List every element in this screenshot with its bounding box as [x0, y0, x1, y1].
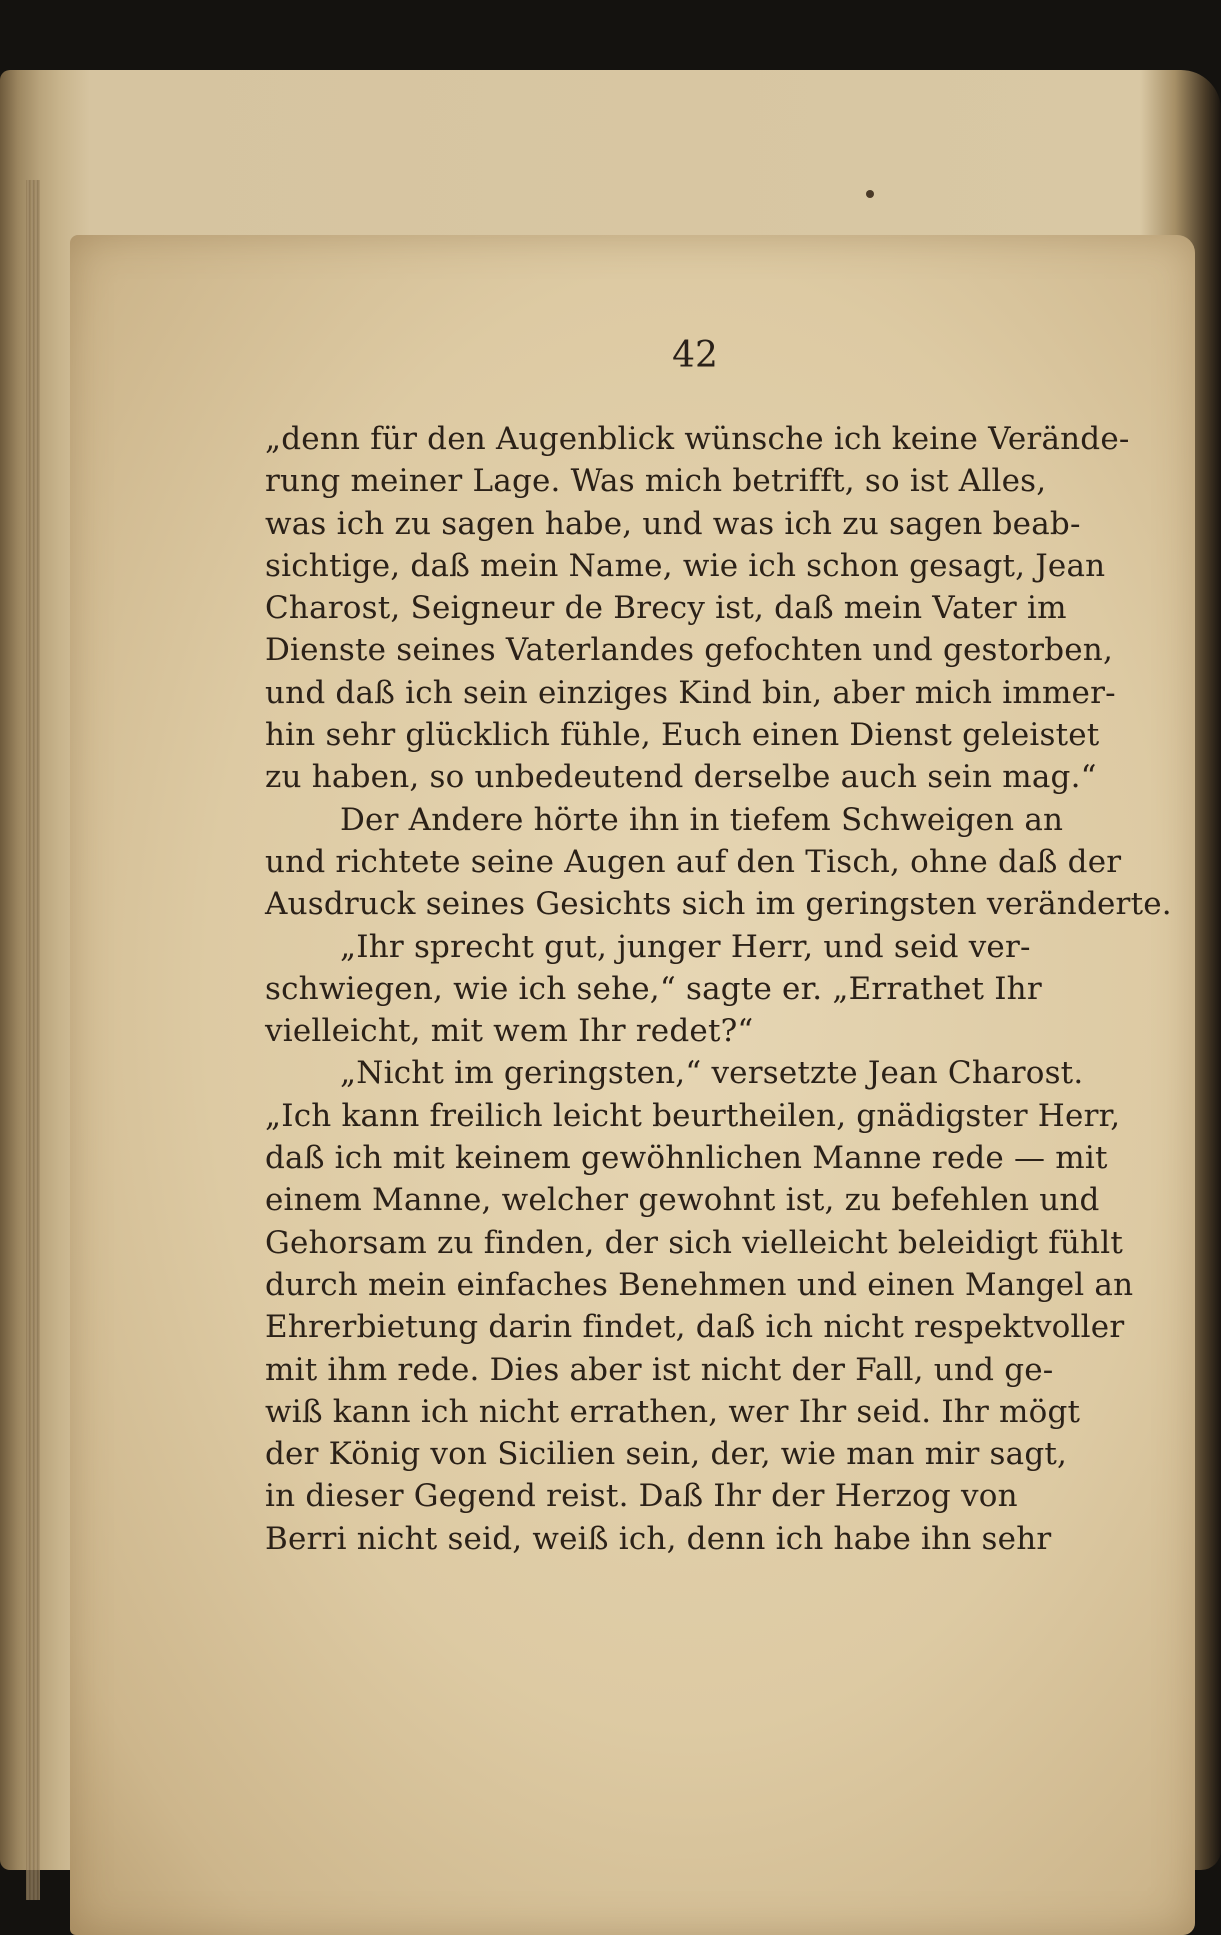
text-line: wiß kann ich nicht errathen, wer Ihr seid. Ihr mögt [265, 1393, 1081, 1430]
text-line: was ich zu sagen habe, und was ich zu sagen beab- [265, 505, 1081, 542]
text-line: rung meiner Lage. Was mich betrifft, so ist Alles, [265, 463, 1047, 500]
text-line: sichtige, daß mein Name, wie ich schon gesagt, Jean [265, 547, 1106, 584]
page-edges [26, 180, 40, 1900]
text-line: Charost, Seigneur de Brecy ist, daß mein Vater im [265, 590, 1067, 627]
text-line: „Ich kann freilich leicht beurtheilen, gnädigster Herr, [265, 1097, 1121, 1134]
text-line: daß ich mit keinem gewöhnlichen Manne rede — mit [265, 1140, 1108, 1177]
text-line: „denn für den Augenblick wünsche ich keine Verände- [265, 421, 1130, 457]
text-line: Der Andere hörte ihn in tiefem Schweigen an [340, 801, 1064, 838]
text-line: und daß ich sein einziges Kind bin, aber mich immer- [265, 674, 1116, 711]
text-line: hin sehr glücklich fühle, Euch einen Dienst geleistet [265, 717, 1100, 754]
text-line: und richtete seine Augen auf den Tisch, ohne daß der [265, 843, 1122, 880]
text-line: Berri nicht seid, weiß ich, denn ich habe ihn sehr [265, 1520, 1052, 1557]
page-text [265, 418, 1172, 1560]
text-line: durch mein einfaches Benehmen und einen Mangel an [265, 1266, 1134, 1303]
text-line: zu haben, so unbedeutend derselbe auch sein mag.“ [265, 759, 1097, 796]
text-line: „Nicht im geringsten,“ versetzte Jean Charost. [340, 1055, 1084, 1092]
ink-spot [866, 190, 874, 198]
text-line: Ausdruck seines Gesichts sich im geringsten veränderte. [265, 886, 1172, 923]
text-line: vielleicht, mit wem Ihr redet?“ [265, 1013, 754, 1050]
text-line: Dienste seines Vaterlandes gefochten und gestorben, [265, 632, 1114, 669]
text-line: in dieser Gegend reist. Daß Ihr der Herzog von [265, 1478, 1018, 1515]
text-line: mit ihm rede. Dies aber ist nicht der Fall, und ge- [265, 1351, 1054, 1388]
text-line: Gehorsam zu finden, der sich vielleicht beleidigt fühlt [265, 1224, 1123, 1261]
text-line: der König von Sicilien sein, der, wie man mir sagt, [265, 1436, 1068, 1473]
page-number: 42 [672, 335, 718, 376]
text-line: einem Manne, welcher gewohnt ist, zu befehlen und [265, 1182, 1100, 1219]
text-line: Ehrerbietung darin findet, daß ich nicht respektvoller [265, 1309, 1125, 1346]
text-line: „Ihr sprecht gut, junger Herr, und seid ver- [340, 928, 1031, 965]
text-line: schwiegen, wie ich sehe,“ sagte er. „Errathet Ihr [265, 970, 1042, 1007]
